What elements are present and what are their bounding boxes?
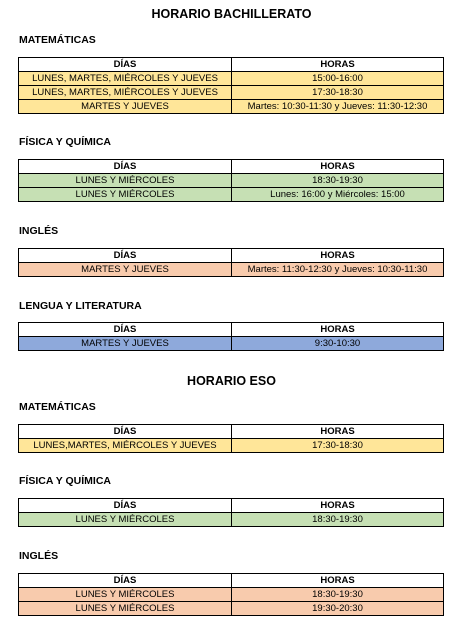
table-row [19,602,444,616]
hours-cell: 17:30-18:30 [232,439,444,453]
hours-header: HORAS [232,323,444,337]
hours-header: HORAS [232,425,444,439]
hours-header: HORAS [232,58,444,72]
days-cell: LUNES Y MIÉRCOLES [19,513,232,527]
eso-english-heading: INGLÉS [19,550,59,562]
days-cell: MARTES Y JUEVES [19,100,232,114]
days-cell: LUNES Y MIÉRCOLES [19,174,232,188]
days-cell: MARTES Y JUEVES [19,337,232,351]
days-cell: LUNES Y MIÉRCOLES [19,188,232,202]
table-row [19,588,444,602]
days-header: DÍAS [19,425,232,439]
bach-physchem-table [18,159,444,202]
table-row [19,337,444,351]
hours-cell: 18:30-19:30 [232,588,444,602]
table-header-row [19,58,444,72]
table-header-row [19,499,444,513]
days-header: DÍAS [19,160,232,174]
hours-cell: 15:00-16:00 [232,72,444,86]
table-row [19,174,444,188]
days-cell: LUNES Y MIÉRCOLES [19,588,232,602]
eso-physchem-heading: FÍSICA Y QUÍMICA [19,475,111,487]
bach-math-heading: MATEMÁTICAS [19,34,96,46]
days-cell: LUNES, MARTES, MIÉRCOLES Y JUEVES [19,86,232,100]
hours-cell: Martes: 11:30-12:30 y Jueves: 10:30-11:30 [232,263,444,277]
days-header: DÍAS [19,574,232,588]
eso-math-heading: MATEMÁTICAS [19,401,96,413]
table-row [19,263,444,277]
days-header: DÍAS [19,249,232,263]
eso-english-table [18,573,444,616]
hours-cell: Lunes: 16:00 y Miércoles: 15:00 [232,188,444,202]
days-header: DÍAS [19,499,232,513]
bach-english-heading: INGLÉS [19,225,59,237]
hours-cell: 19:30-20:30 [232,602,444,616]
hours-cell: 17:30-18:30 [232,86,444,100]
table-header-row [19,249,444,263]
table-row [19,100,444,114]
bach-english-table [18,248,444,277]
days-header: DÍAS [19,323,232,337]
table-header-row [19,425,444,439]
bachillerato-title: HORARIO BACHILLERATO [151,7,312,21]
eso-physchem-table [18,498,444,527]
bach-language-table [18,322,444,351]
table-row [19,72,444,86]
eso-math-table [18,424,444,453]
hours-cell: 9:30-10:30 [232,337,444,351]
days-cell: LUNES,MARTES, MIÉRCOLES Y JUEVES [19,439,232,453]
days-cell: MARTES Y JUEVES [19,263,232,277]
table-row [19,513,444,527]
table-row [19,439,444,453]
table-header-row [19,160,444,174]
hours-cell: 18:30-19:30 [232,513,444,527]
eso-title: HORARIO ESO [187,374,276,388]
bach-language-heading: LENGUA Y LITERATURA [19,300,142,312]
table-row [19,86,444,100]
hours-header: HORAS [232,574,444,588]
days-cell: LUNES, MARTES, MIÉRCOLES Y JUEVES [19,72,232,86]
hours-header: HORAS [232,249,444,263]
table-row [19,188,444,202]
bach-physchem-heading: FÍSICA Y QUÍMICA [19,136,111,148]
hours-cell: Martes: 10:30-11:30 y Jueves: 11:30-12:30 [232,100,444,114]
days-cell: LUNES Y MIÉRCOLES [19,602,232,616]
hours-header: HORAS [232,160,444,174]
hours-header: HORAS [232,499,444,513]
hours-cell: 18:30-19:30 [232,174,444,188]
table-header-row [19,323,444,337]
bach-math-table [18,57,444,114]
table-header-row [19,574,444,588]
days-header: DÍAS [19,58,232,72]
